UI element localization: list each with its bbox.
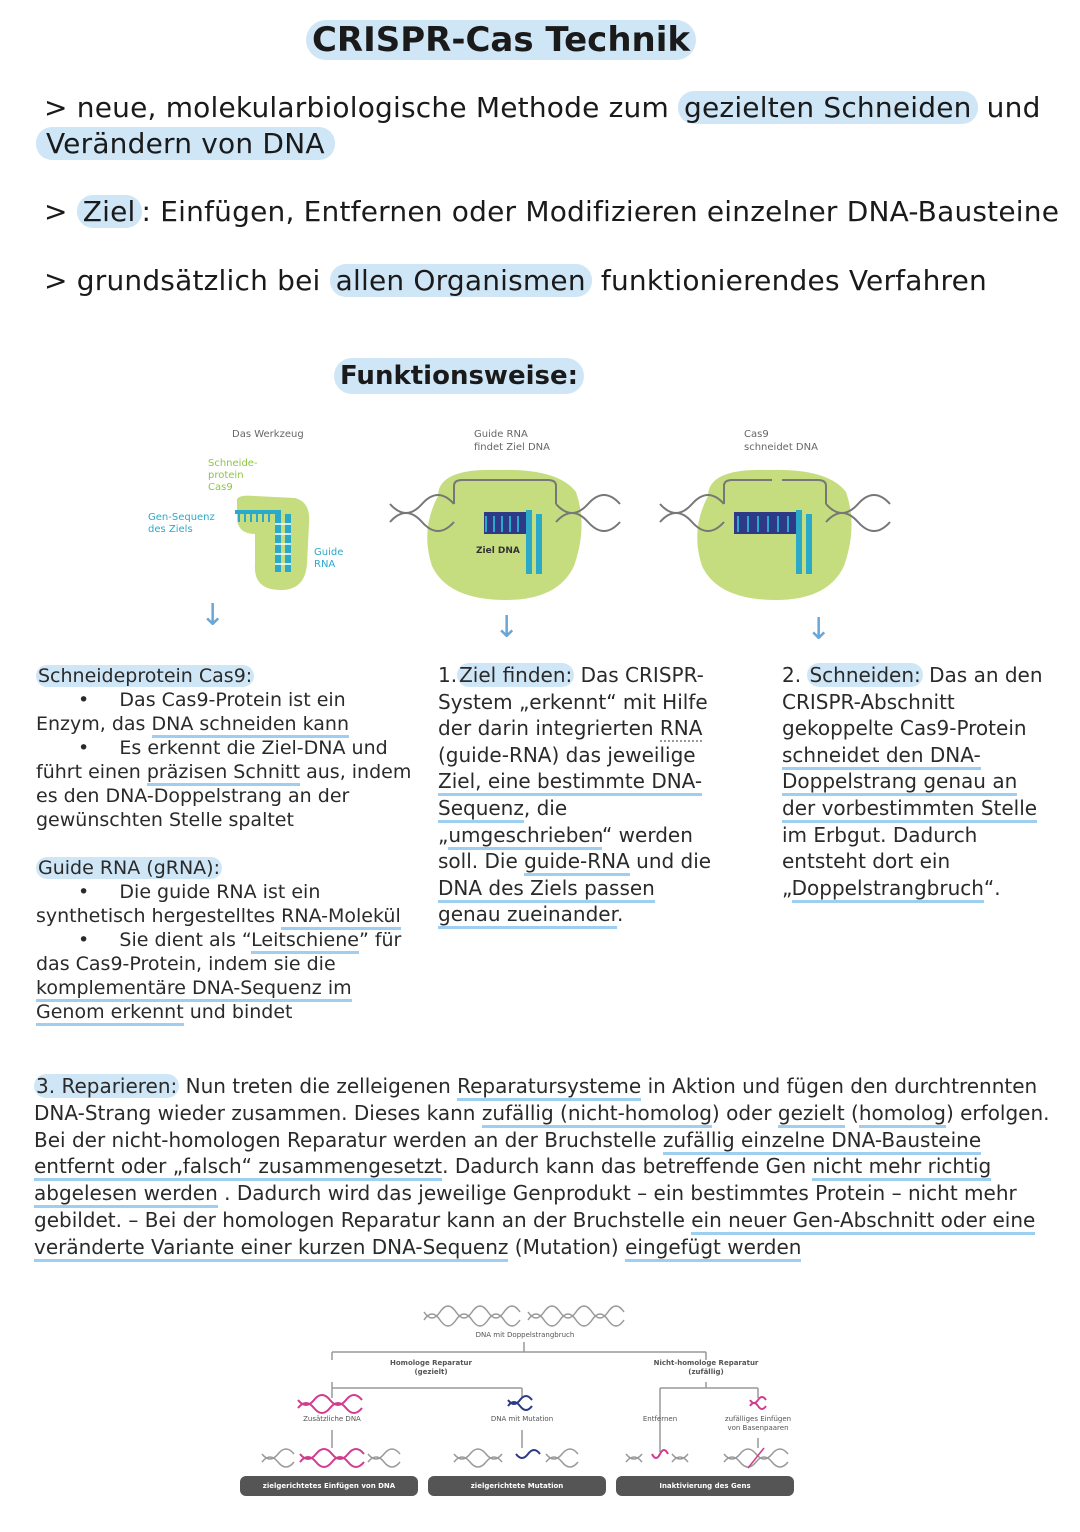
- tree-leaf-dna-mutation: DNA mit Mutation: [490, 1415, 554, 1423]
- cas9-tool-illustration: [225, 494, 315, 594]
- tree-leaf-zufaelliges-einfuegen: zufälliges Einfügen von Basenpaaren: [724, 1415, 792, 1432]
- text: gekoppelte Cas9-Protein: [782, 716, 1027, 741]
- section-title-funktionsweise: Funktionsweise:: [334, 358, 584, 394]
- text: aus, indem: [300, 761, 412, 783]
- text: präzisen Schnitt: [147, 761, 300, 786]
- text: eingefügt werden: [625, 1235, 801, 1262]
- text: Doppelstrang genau an: [782, 769, 1017, 796]
- paragraph-reparieren: [34, 1073, 1064, 1261]
- heading-guide-rna: Guide RNA (gRNA):: [38, 857, 220, 879]
- text: synthetisch hergestelltes: [36, 905, 282, 927]
- text: Das Cas9-Protein ist ein: [119, 689, 346, 711]
- text: Genom erkennt: [36, 1001, 184, 1026]
- arrow-down-icon: ↓: [200, 598, 226, 633]
- figure-guide-label: Guide RNA: [314, 547, 344, 570]
- intro-line-goal: [44, 194, 1059, 230]
- text: soll. Die: [438, 849, 525, 874]
- text: Sequenz: [438, 796, 524, 823]
- text: (: [844, 1100, 859, 1125]
- guide-rna-finds-dna-illustration: [388, 466, 622, 602]
- text: .: [617, 902, 624, 927]
- text: ) oder: [711, 1100, 778, 1125]
- figure-cas9-label: Schneide- protein Cas9: [208, 458, 258, 493]
- text: in Aktion und fügen den durchtrennten DNA-Strang wieder zusammen. Dieses kann: [34, 1074, 1038, 1125]
- tree-top-label: DNA mit Doppelstrangbruch: [475, 1331, 575, 1339]
- text: RNA: [659, 716, 703, 741]
- text: und die: [629, 849, 712, 874]
- highlight-allen-organismen: allen Organismen: [330, 264, 592, 297]
- text: Doppelstrangbruch: [792, 876, 984, 903]
- text: Das an den: [922, 663, 1043, 687]
- arrow-down-icon: ↓: [806, 612, 832, 647]
- highlight-ziel-finden: Ziel finden:: [459, 663, 573, 687]
- text: der vorbestimmten Stelle: [782, 796, 1037, 823]
- figure-panel1-title: Das Werkzeug: [232, 429, 304, 440]
- text: , die: [523, 795, 568, 820]
- text: CRISPR-Abschnitt: [782, 689, 955, 714]
- arrow-down-icon: ↓: [494, 610, 520, 645]
- text: (Mutation): [508, 1234, 626, 1259]
- outcome-pill-einfuegen: zielgerichtetes Einfügen von DNA: [240, 1476, 418, 1496]
- bullet-icon: •: [78, 929, 90, 951]
- text: und bindet: [183, 1001, 293, 1023]
- figure-gene-label: Gen-Sequenz des Ziels: [148, 512, 215, 535]
- bullet-icon: •: [78, 881, 90, 903]
- text: System „erkennt“ mit Hilfe: [438, 689, 708, 714]
- text: ) erfolgen. Bei der nicht-homologen Reparatur werden an der Bruchstelle: [34, 1100, 1050, 1152]
- text: “.: [983, 875, 1001, 900]
- text: “ werden: [601, 822, 693, 847]
- intro-text: und: [977, 91, 1041, 124]
- column-schneiden: [782, 662, 1072, 901]
- highlight-schneiden: Schneiden:: [809, 663, 921, 687]
- text: . Dadurch wird das jeweilige Genprodukt – ein bestimmtes Protein – nicht mehr gebildet. – Bei der homologen Reparatur kann an der Bruchstelle: [34, 1181, 1017, 1232]
- text: DNA des Ziels passen: [438, 876, 655, 903]
- text: genau zueinander: [438, 902, 617, 929]
- text: Das CRISPR-: [574, 663, 704, 687]
- text: Enzym, das: [36, 713, 152, 735]
- column-cas9-guide-rna: [36, 664, 416, 1024]
- outcome-pill-mutation: zielgerichtete Mutation: [428, 1476, 606, 1496]
- text: führt einen: [36, 761, 147, 783]
- text: Es erkennt die Ziel-DNA und: [119, 737, 388, 759]
- text: „: [438, 822, 449, 847]
- tree-leaf-zusaetzliche-dna: Zusätzliche DNA: [303, 1415, 361, 1423]
- intro-text: > neue, molekularbiologische Methode zum: [44, 91, 679, 124]
- text: schneidet den DNA-: [782, 743, 981, 770]
- text: 1.: [438, 663, 458, 687]
- highlight-ziel: Ziel: [77, 195, 142, 228]
- text: homolog: [859, 1101, 946, 1128]
- tree-homologe-label: Homologe Reparatur (gezielt): [389, 1359, 472, 1376]
- text: . Dadurch kann das betreffende Gen: [442, 1154, 813, 1179]
- text: Reparatursysteme: [457, 1074, 641, 1101]
- text: entsteht dort ein: [782, 849, 951, 874]
- text: Leitschiene: [251, 929, 359, 954]
- tree-nicht-homologe-label: Nicht-homologe Reparatur (zufällig): [653, 1359, 759, 1376]
- bullet-icon: •: [78, 737, 90, 759]
- figure-panel3-title: Cas9 schneidet DNA: [744, 429, 818, 453]
- heading-schneideprotein: Schneideprotein Cas9:: [38, 665, 253, 687]
- text: Ziel, eine bestimmte DNA-: [438, 769, 702, 796]
- text: umgeschrieben: [448, 823, 602, 850]
- intro-line-method-2: [36, 126, 335, 162]
- column-ziel-finden: [438, 662, 758, 928]
- bullet-icon: •: [78, 689, 90, 711]
- text: im Erbgut. Dadurch: [782, 822, 978, 847]
- text: Sie dient als “: [119, 929, 252, 951]
- intro-text: : Einfügen, Entfernen oder Modifizieren einzelner DNA-Bausteine: [141, 195, 1060, 228]
- highlight-gezielten-schneiden: gezielten Schneiden: [678, 91, 978, 124]
- intro-text: funktionierendes Verfahren: [591, 264, 987, 297]
- highlight-veraendern-dna: Verändern von DNA: [36, 127, 335, 160]
- text: (guide-RNA) das jeweilige: [438, 742, 696, 767]
- text: der darin integrierten: [438, 716, 660, 741]
- text: DNA schneiden kann: [152, 713, 350, 738]
- intro-text: >: [44, 195, 77, 228]
- page-title: CRISPR-Cas Technik: [306, 20, 696, 60]
- text: das Cas9-Protein, indem sie die: [36, 953, 336, 975]
- figure-panel2-title: Guide RNA findet Ziel DNA: [474, 429, 550, 453]
- text: ein neuer Gen-Abschnitt oder eine veränderte Variante einer kurzen DNA-Sequenz: [34, 1208, 1035, 1262]
- text: „: [782, 875, 792, 900]
- text: 2.: [782, 663, 808, 687]
- text: es den DNA-Doppelstrang an der: [36, 785, 350, 807]
- text: zufällig einzelne DNA-Bausteine entfernt oder „falsch“ zusammengesetzt: [34, 1128, 981, 1182]
- text: guide-RNA: [524, 849, 630, 876]
- text: gezielt: [778, 1101, 845, 1128]
- cas9-cuts-dna-illustration: [658, 466, 892, 602]
- text: Nun treten die zelleigenen: [179, 1074, 458, 1098]
- intro-line-method: [44, 90, 1041, 126]
- intro-text: > grundsätzlich bei: [44, 264, 330, 297]
- text: komplementäre DNA-Sequenz im: [36, 977, 352, 1002]
- text: zufällig (nicht-homolog: [482, 1101, 712, 1128]
- text: nicht mehr richtig abgelesen werden: [34, 1154, 991, 1208]
- text: gewünschten Stelle spaltet: [36, 809, 294, 831]
- text: Die guide RNA ist ein: [119, 881, 321, 903]
- outcome-pill-inaktivierung: Inaktivierung des Gens: [616, 1476, 794, 1496]
- figure-ziel-dna-label: Ziel DNA: [476, 546, 520, 556]
- text: ” für: [358, 929, 402, 951]
- tree-leaf-entfernen: Entfernen: [642, 1415, 678, 1423]
- intro-line-organisms: [44, 263, 987, 299]
- highlight-reparieren: 3. Reparieren:: [36, 1074, 178, 1098]
- text: RNA-Molekül: [281, 905, 401, 930]
